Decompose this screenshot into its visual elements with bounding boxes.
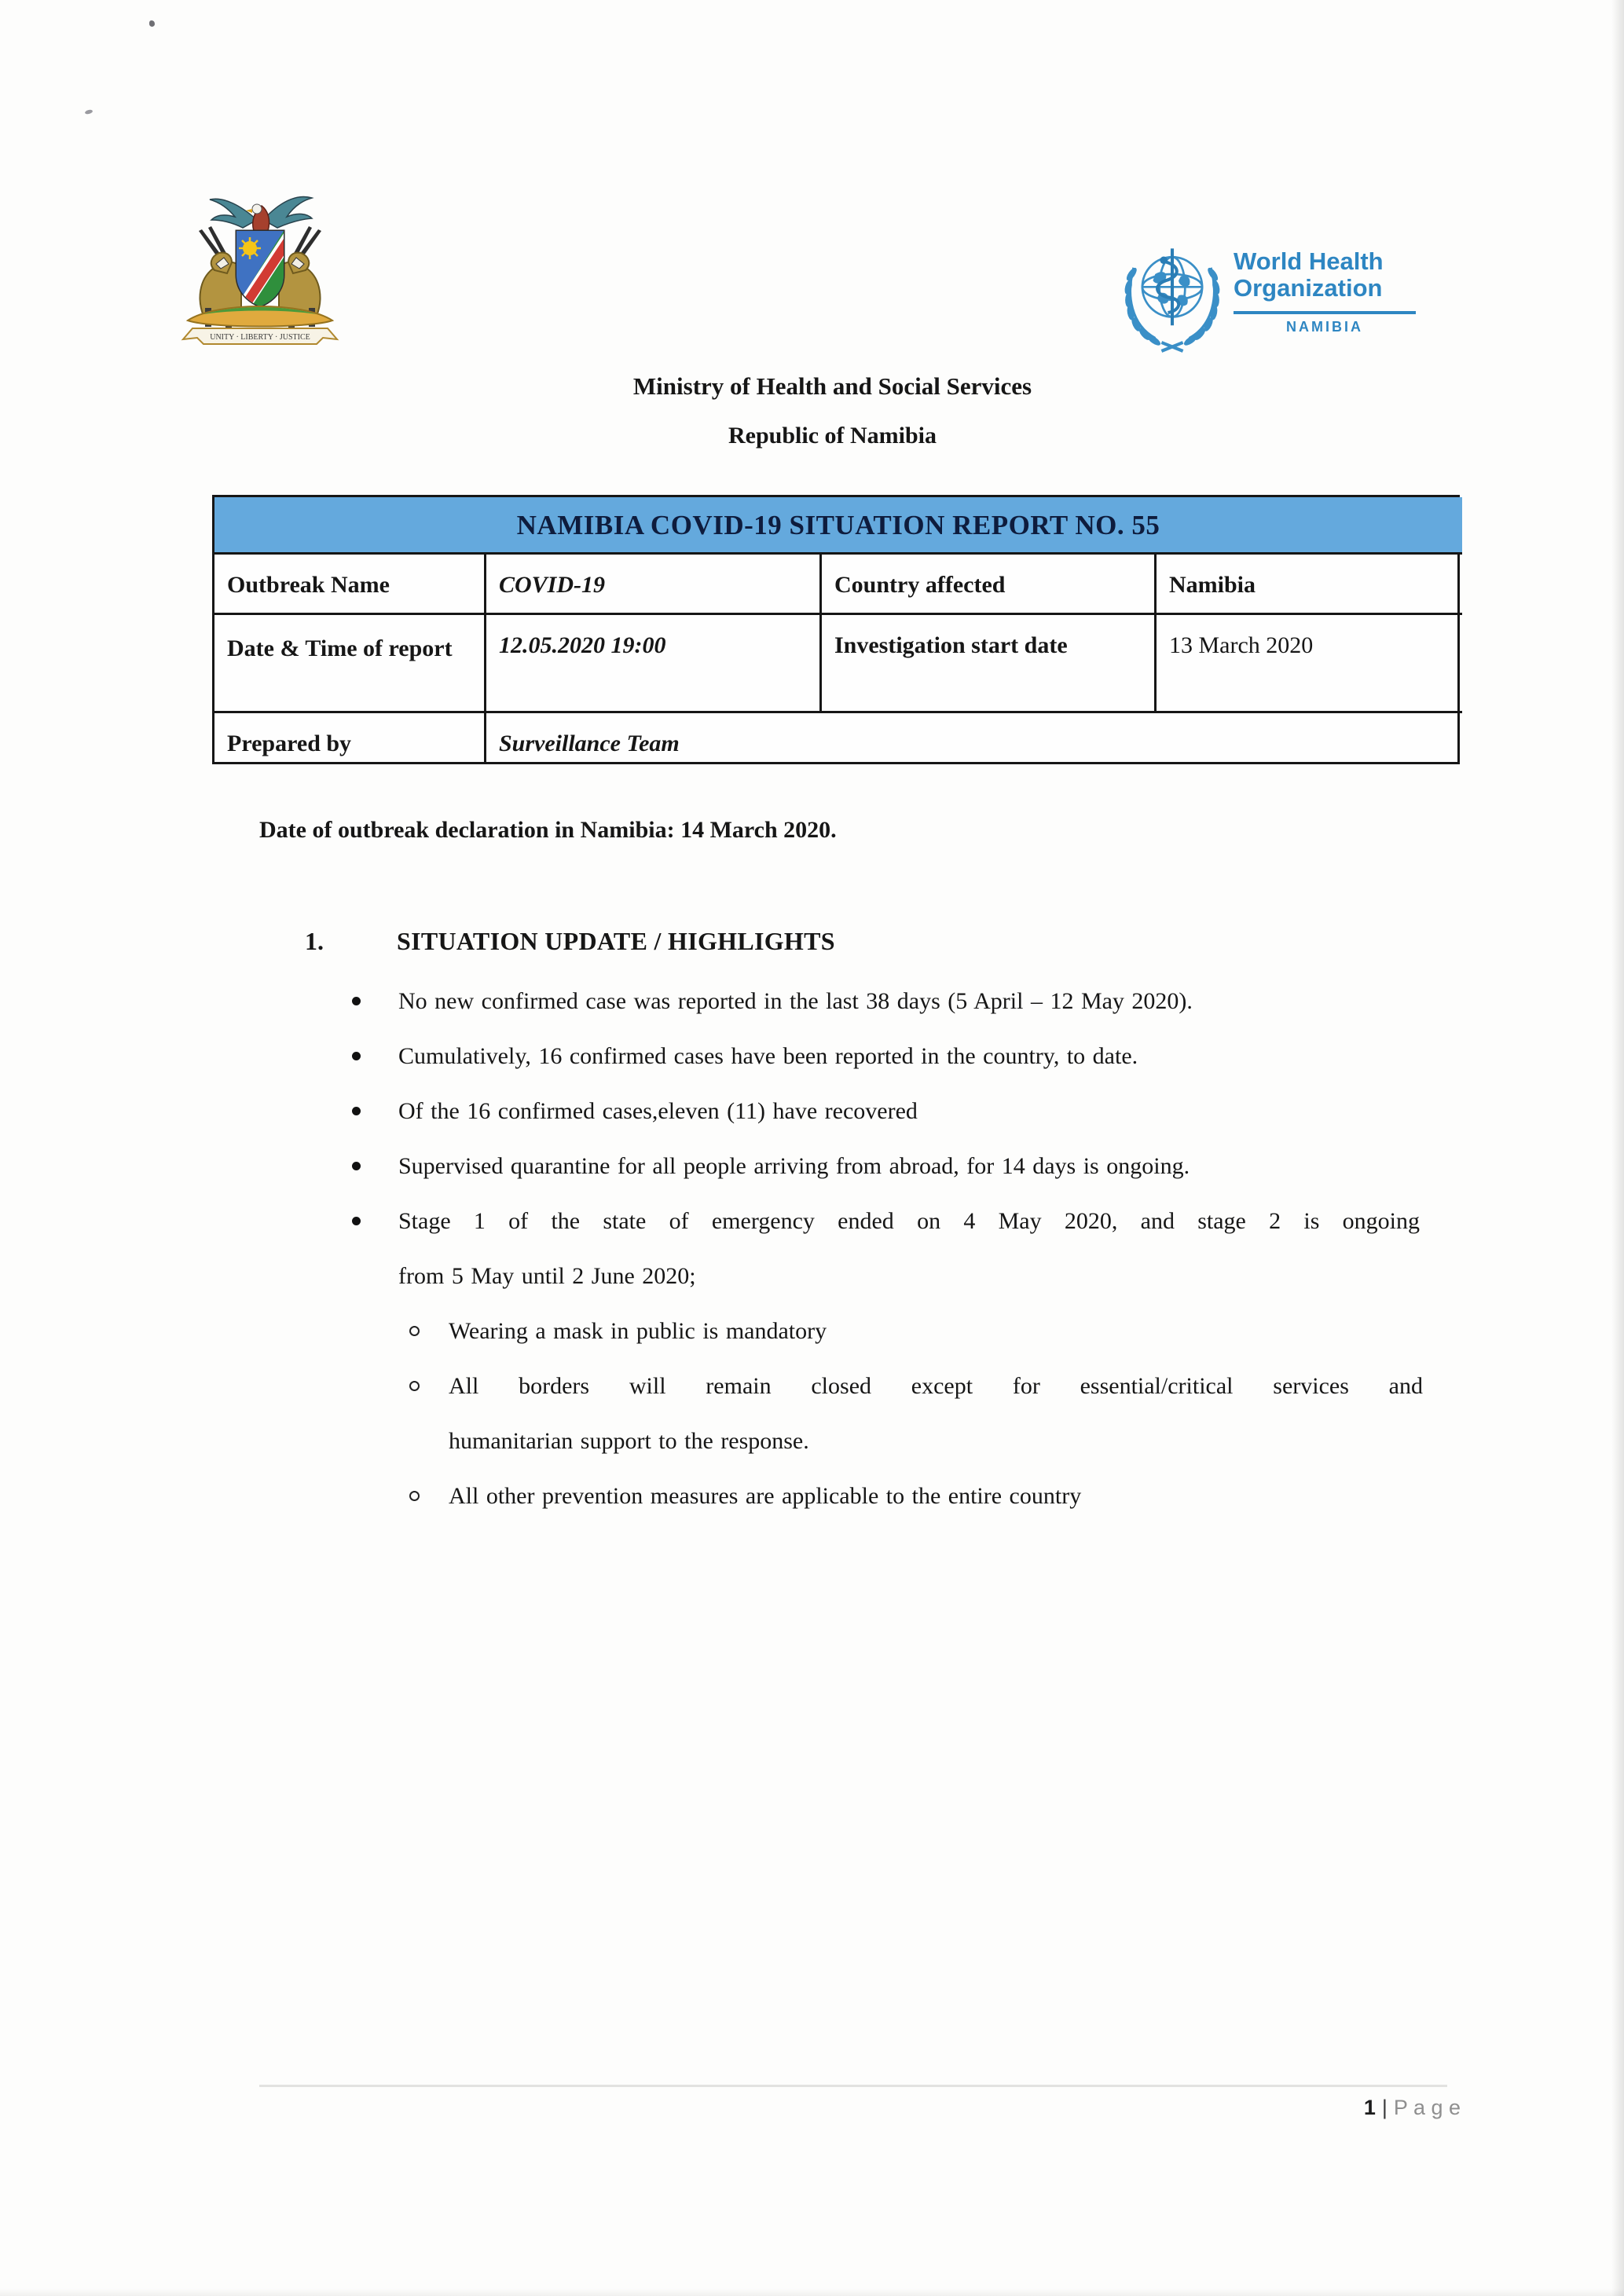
scan-edge-shadow — [0, 2288, 1624, 2296]
label-country-affected: Country affected — [819, 552, 1154, 613]
who-line2: Organization — [1234, 274, 1383, 302]
bullet-text: Supervised quarantine for all people arriving from abroad, for 14 days is ongoing. — [398, 1153, 1190, 1179]
bullet-item — [352, 1029, 1428, 1084]
bullet-text: Of the 16 confirmed cases,eleven (11) have recovered — [398, 1098, 918, 1124]
circle-bullet-icon — [409, 1381, 420, 1391]
page-number: 1 — [1363, 2096, 1376, 2119]
value-investigation-start: 13 March 2020 — [1154, 613, 1462, 711]
value-date-time: 12.05.2020 19:00 — [484, 613, 819, 711]
who-country-label: NAMIBIA — [1286, 319, 1363, 335]
outbreak-declaration: Date of outbreak declaration in Namibia: 14 March 2020. — [259, 817, 837, 843]
scan-edge-shadow — [1611, 0, 1624, 2296]
bullet-item — [352, 974, 1428, 1029]
sub-bullet-item — [409, 1359, 1431, 1469]
who-emblem-icon — [1119, 244, 1226, 358]
scan-speck — [149, 20, 155, 27]
ministry-heading: Ministry of Health and Social Services — [632, 372, 1032, 400]
footer-rule — [259, 2085, 1447, 2087]
bullet-icon — [352, 997, 361, 1005]
bullet-text-line1: Stage 1 of the state of emergency ended on 4 May 2020, and stage 2 is ongoing — [398, 1208, 1420, 1234]
sub-bullet-text-line1: All borders will remain closed except for essential/critical services and — [449, 1373, 1423, 1399]
scan-speck — [85, 109, 93, 115]
bullet-text — [398, 1194, 1420, 1304]
page-footer — [1364, 2096, 1461, 2120]
sub-bullet-item — [409, 1304, 1431, 1359]
who-underline — [1234, 311, 1416, 314]
bullet-icon — [352, 1052, 361, 1060]
report-title: NAMIBIA COVID-19 SITUATION REPORT NO. 55 — [214, 497, 1462, 552]
who-logo-text — [1234, 248, 1422, 302]
sub-bullet-text: Wearing a mask in public is mandatory — [449, 1318, 827, 1344]
section-number: 1. — [305, 927, 324, 955]
namibia-coat-of-arms — [169, 182, 351, 358]
bullet-text: No new confirmed case was reported in the last 38 days (5 April – 12 May 2020). — [398, 988, 1193, 1014]
coat-of-arms-motto: UNITY · LIBERTY · JUSTICE — [210, 333, 310, 342]
report-info-table — [212, 495, 1460, 764]
label-date-time: Date & Time of report — [214, 613, 484, 711]
bullet-item — [352, 1194, 1428, 1304]
footer-separator: | — [1381, 2096, 1388, 2119]
bullet-text-line2: from 5 May until 2 June 2020; — [398, 1263, 696, 1289]
sub-bullet-item — [409, 1469, 1431, 1524]
value-outbreak-name: COVID-19 — [484, 552, 819, 613]
value-prepared-by: Surveillance Team — [484, 711, 1462, 762]
who-logo — [1119, 242, 1425, 368]
republic-heading: Republic of Namibia — [728, 423, 937, 449]
label-investigation-start: Investigation start date — [819, 613, 1154, 711]
bullet-text: Cumulatively, 16 confirmed cases have been reported in the country, to date. — [398, 1043, 1138, 1069]
label-outbreak-name: Outbreak Name — [214, 552, 484, 613]
value-country-affected: Namibia — [1154, 552, 1462, 613]
bullet-item — [352, 1084, 1428, 1139]
sub-bullet-text-line2: humanitarian support to the response. — [449, 1428, 809, 1454]
bullet-icon — [352, 1217, 361, 1225]
label-prepared-by: Prepared by — [214, 711, 484, 762]
bullet-icon — [352, 1107, 361, 1115]
sub-bullet-text — [449, 1359, 1423, 1469]
circle-bullet-icon — [409, 1326, 420, 1336]
section-title: SITUATION UPDATE / HIGHLIGHTS — [397, 927, 835, 955]
bullet-icon — [352, 1162, 361, 1170]
circle-bullet-icon — [409, 1491, 420, 1501]
who-line1: World Health — [1234, 247, 1384, 275]
sub-bullet-text: All other prevention measures are applicable to the entire country — [449, 1483, 1082, 1509]
bullet-item — [352, 1139, 1428, 1194]
footer-page-word: P a g e — [1393, 2096, 1461, 2119]
